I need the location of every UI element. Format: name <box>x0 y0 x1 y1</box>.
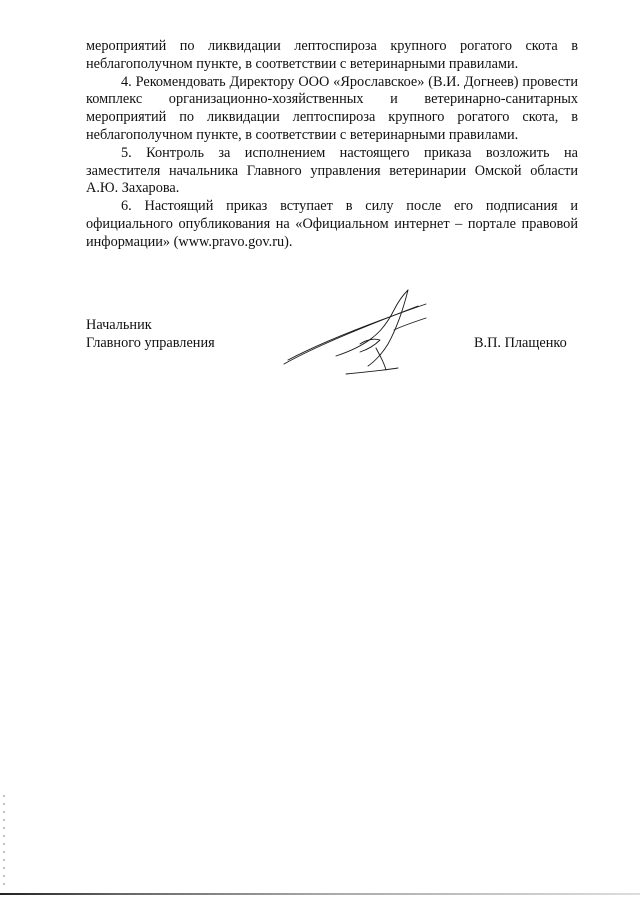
paragraph-item-5: 5. Контроль за исполнением настоящего приказа возложить на заместителя начальника Главного управления ветеринарии Омской области А.Ю. Захарова. <box>86 144 578 197</box>
handwritten-signature <box>276 286 436 382</box>
signatory-title-line-1: Начальник <box>86 317 152 333</box>
paragraph-continuation: мероприятий по ликвидации лептоспироза крупного рогатого скота в неблагополучном пункте, в соответствии с ветеринарными правилами. <box>86 38 578 72</box>
signatory-title-line-2: Главного управления <box>86 335 215 351</box>
scan-edge-artifact <box>3 795 5 885</box>
paragraph-item-4: 4. Рекомендовать Директору ООО «Ярославское» (В.И. Догнеев) провести комплекс организационно-хозяйственных и ветеринарно-санитарных мероприятий по ликвидации лептоспироза крупного рогатого скота, в неблагополучном пункте, в соответствии с ветеринарными правилами. <box>86 73 578 143</box>
signatory-title <box>86 316 215 352</box>
scan-bottom-edge <box>0 893 640 895</box>
signature-block <box>0 312 640 392</box>
document-body <box>86 38 578 252</box>
signatory-name: В.П. Плащенко <box>474 335 567 351</box>
paragraph-item-6: 6. Настоящий приказ вступает в силу после его подписания и официального опубликования на «Официальном интернет – портале правовой информации» (www.pravo.gov.ru). <box>86 198 578 250</box>
